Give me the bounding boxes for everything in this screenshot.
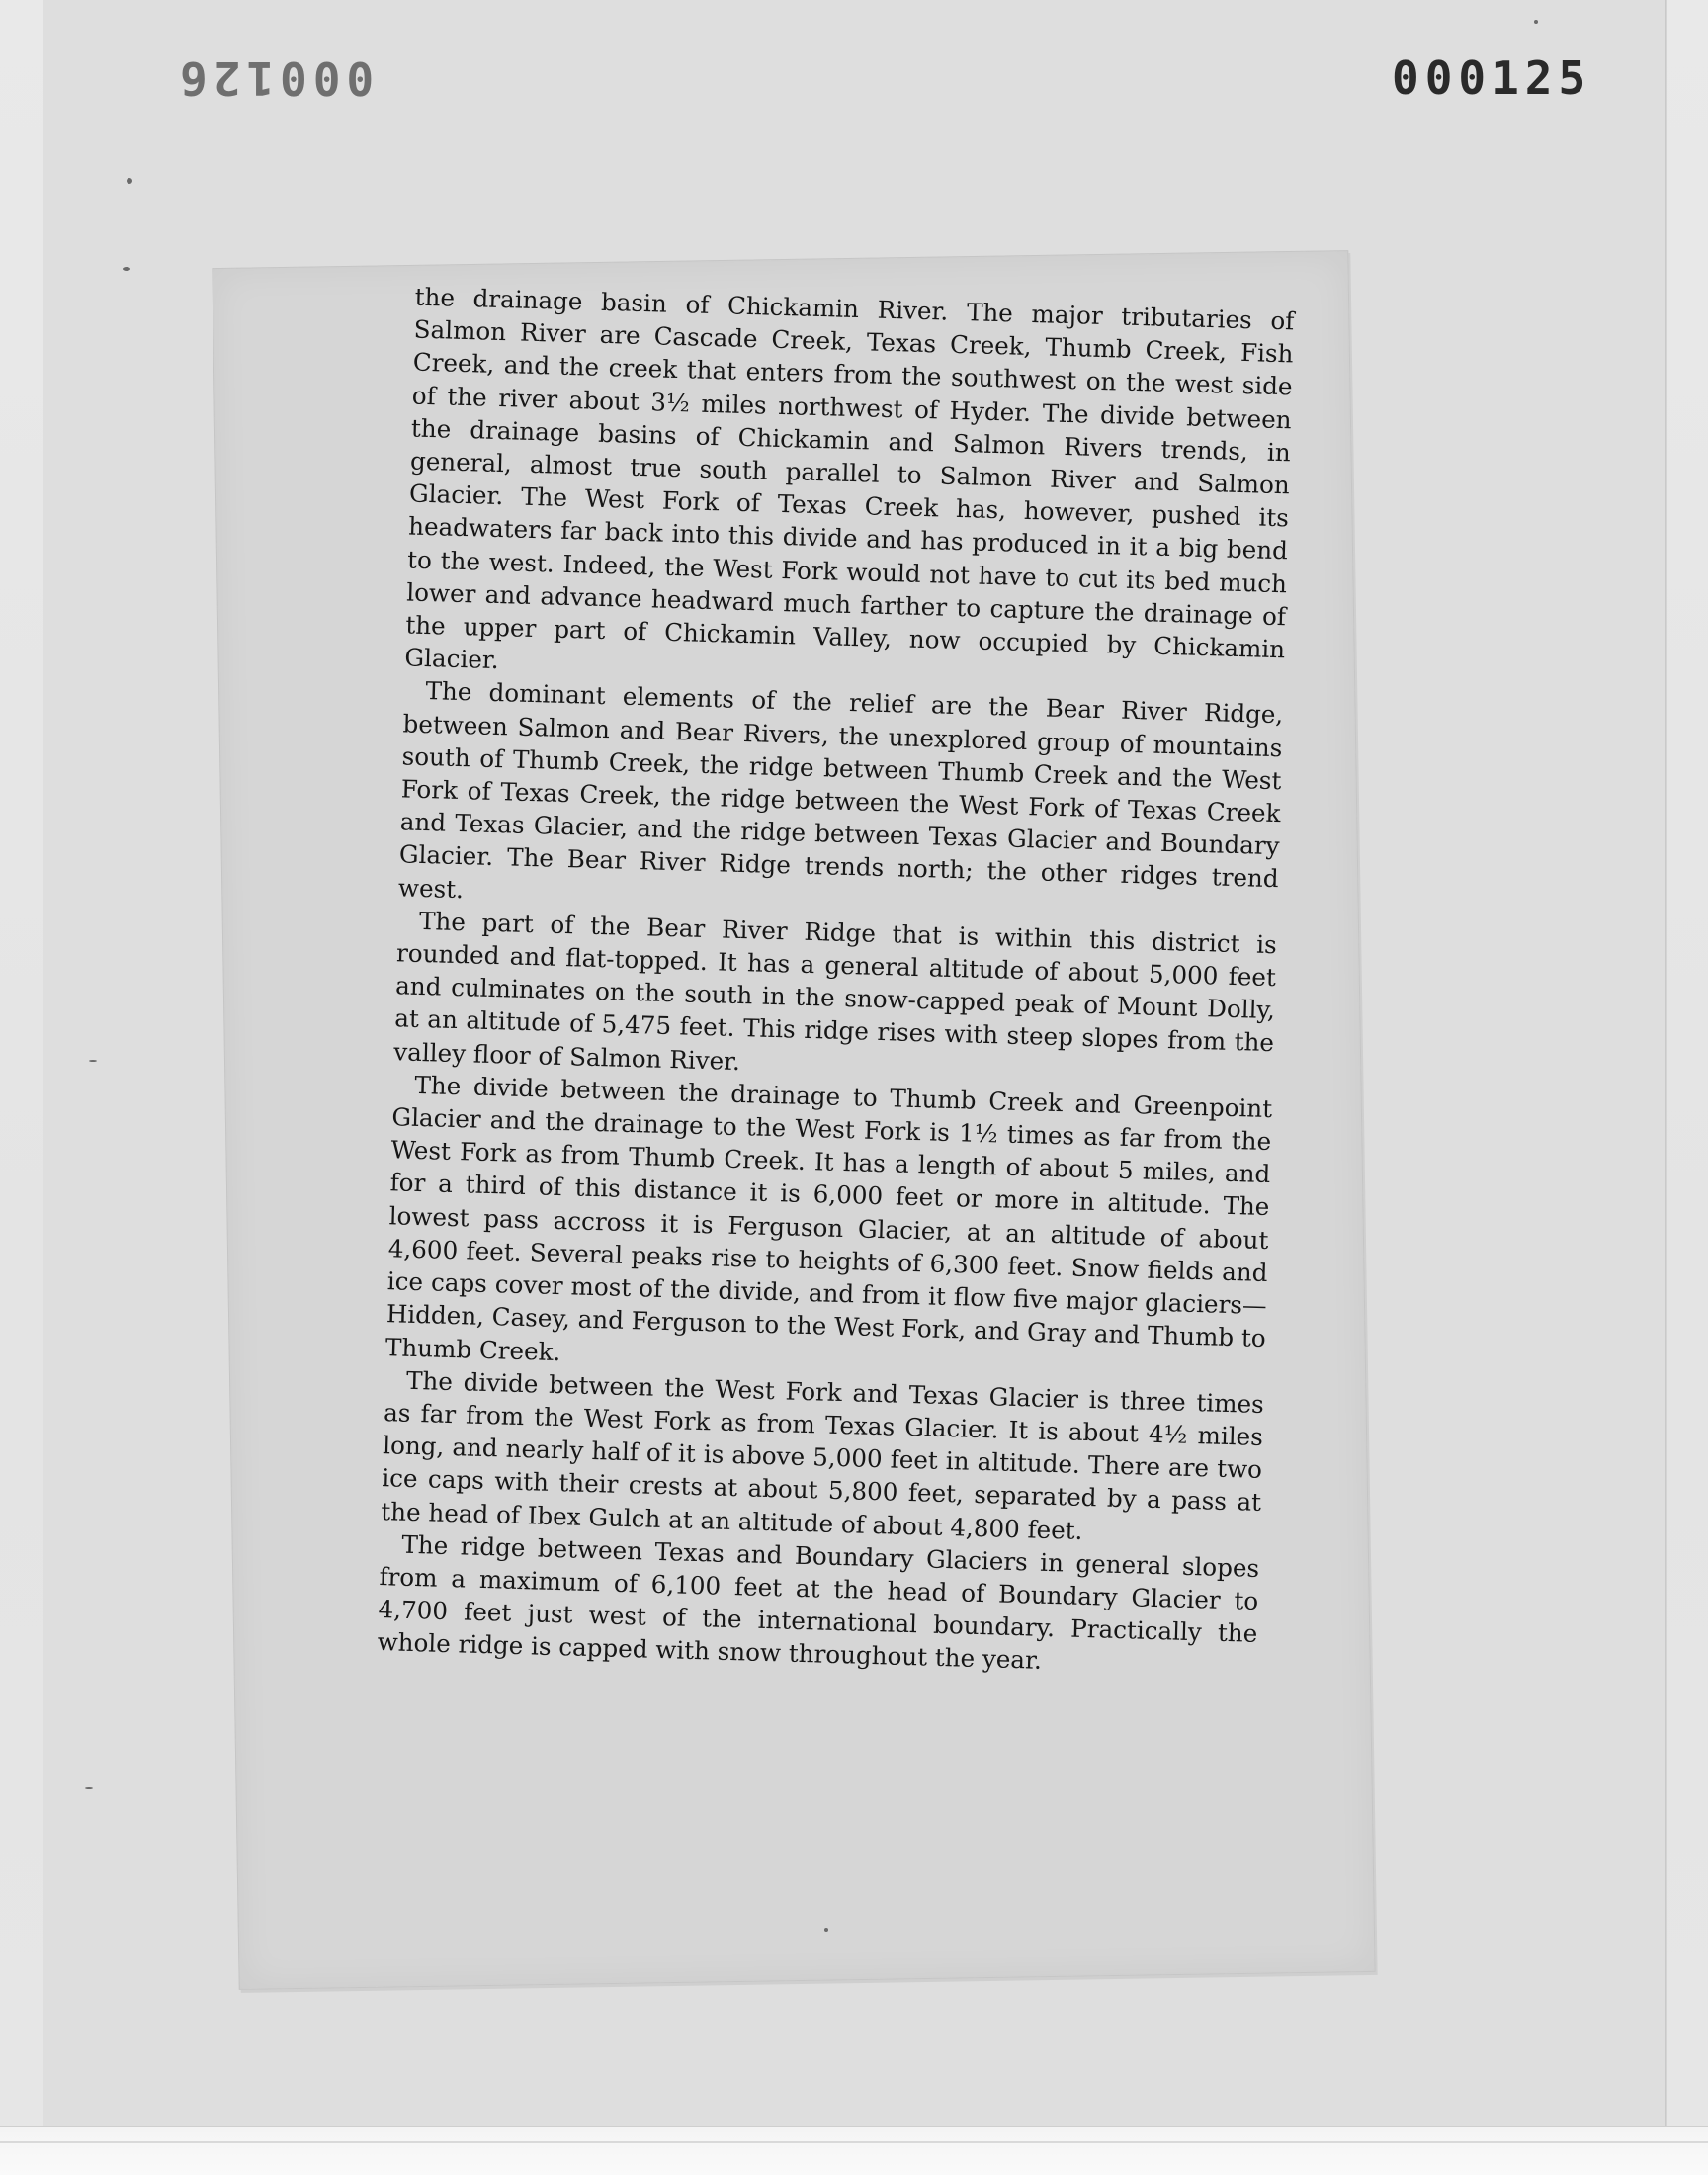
paragraph-5: The divide between the West Fork and Texas Glacier is three times as far from the West Fork as from Texas Glacier. It is about 4½ miles long, and nearly half of it is above 5,000 feet in altitude. There are two ice caps with their crests at about 5,800 feet, separated by a pass at the head of Ibex Gulch at an altitude of about 4,800 feet.	[381, 1365, 1265, 1545]
mirrored-page-stamp: 000126	[174, 51, 375, 105]
scan-speck	[127, 178, 132, 184]
scanner-line	[0, 2141, 1708, 2143]
document-body	[377, 281, 1295, 1684]
paragraph-3: The part of the Bear River Ridge that is within this district is rounded and flat-topped. It has a general altitude of about 5,000 feet and culminates on the south in the snow-capped peak of Mount Dolly, at an altitude of 5,475 feet. This ridge rises with steep slopes from the valley floor of Salmon River.	[392, 906, 1278, 1076]
scan-speck	[1534, 20, 1538, 24]
page-stamp: 000125	[1392, 51, 1592, 105]
paragraph-4: The divide between the drainage to Thumb Creek and Greenpoint Glacier and the drainage to the West Fork is 1½ times as far from the West Fork as from Thumb Creek. It has a length of about 5 miles, and for a third of this distance it is 6,000 feet or more in altitude. The lowest pass accross it is Ferguson Glacier, at an altitude of about 4,600 feet. Several peaks rise to heights of 6,300 feet. Snow fields and ice caps cover most of the divide, and from it flow five major glaciers—Hidden, Casey, and Ferguson to the West Fork, and Gray and Thumb to Thumb Creek.	[384, 1070, 1273, 1366]
scan-speck	[89, 1060, 97, 1062]
scan-speck	[123, 267, 130, 271]
scan-speck	[824, 1928, 828, 1932]
paragraph-1: the drainage basin of Chickamin River. The major tributaries of Salmon River are Cascade Creek, Texas Creek, Thumb Creek, Fish Creek, and the creek that enters from the southwest on the west side of the river about 3½ miles northwest of Hyder. The divide between the drainage basins of Chickamin and Salmon Rivers trends, in general, almost true south parallel to Salmon River and Salmon Glacier. The West Fork of Texas Creek has, however, pushed its headwaters far back into this divide and has produced in it a big bend to the west. Indeed, the West Fork would not have to cut its bed much lower and advance headward much farther to capture the drainage of the upper part of Chickamin Valley, now occupied by Chickamin Glacier.	[404, 282, 1295, 675]
paragraph-6: The ridge between Texas and Boundary Glaciers in general slopes from a maximum of 6,100 feet at the head of Boundary Glacier to 4,700 feet just west of the international boundary. Practically the whole ridge is capped with snow throughout the year.	[377, 1529, 1260, 1676]
paragraph-2: The dominant elements of the relief are the Bear River Ridge, between Salmon and Bear Rivers, the unexplored group of mountains south of Thumb Creek, the ridge between Thumb Creek and the West Fork of Texas Creek, the ridge between the West Fork of Texas Creek and Texas Glacier, and the ridge between Texas Glacier and Boundary Glacier. The Bear River Ridge trends north; the other ridges trend west.	[397, 676, 1284, 904]
scan-speck	[85, 1787, 93, 1789]
scanner-bottom-edge	[0, 2126, 1708, 2175]
